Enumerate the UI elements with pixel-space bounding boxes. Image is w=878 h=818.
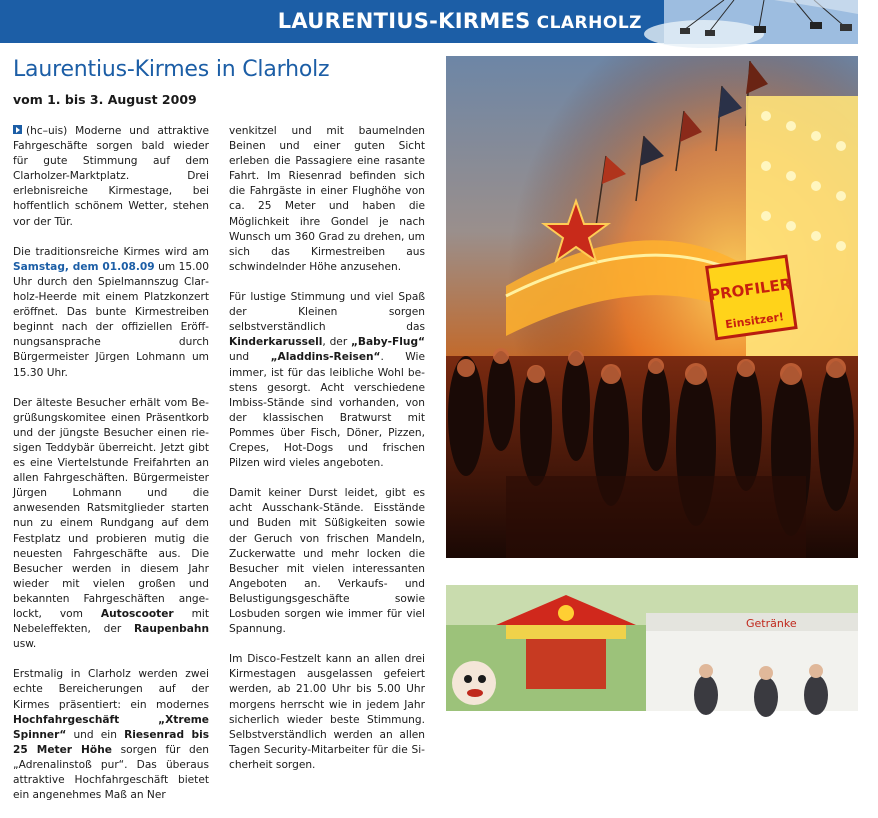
paragraph-kids-food: Für lustige Stimmung und viel Spaß der Kleinen sorgen selbstverständlich das Kinderkarussell, der „Baby-Flug“ und „Aladdins-Reisen“. Wie immer, ist für das leibliche Wohl bestens gesorgt. Acht verschiedene Imbiss-Stände sind vorhanden, von der klassischen Bratwurst mit Pommes über Fisch, Döner, Pizzen, Crepes, Hot-Dogs und frischen Pilzen wird vieles angeboten. [229, 291, 425, 470]
opening-date: Samstag, dem 01.08.09 [13, 260, 155, 273]
stand-label: Getränke [746, 617, 797, 630]
kirmes-day-image [446, 585, 858, 711]
banner-title [278, 9, 642, 33]
lead-arrow-icon [13, 125, 22, 134]
paragraph-visitors: Der älteste Besucher erhält vom Begrüßungskomitee einen Präsentkorb und der jüngste Besucher einen riesigen Teddybär überreicht. Jetzt gibt es eine Viertelstunde Freifahrten an allen Fahrgeschäften. Bürgermeister Jürgen Lohmann und die anwesenden Ratsmitglieder starten nun zu einem Rundgang auf dem Festplatz und probieren mutig die neuesten Fahrgeschäfte aus. Die Besucher werden in diesem Jahr wieder mit vielen großen und bekannten Fahrgeschäften angelockt, vom Autoscooter mit Nebeleffekten, der Raupenbahn usw. [13, 396, 209, 651]
kirmes-night-image [446, 56, 858, 558]
paragraph-drinks: Damit keiner Durst leidet, gibt es acht Ausschank-Stände. Eisstände und Buden mit Süßigkeiten sowie der Geruch von frischen Mandeln, Zuckerwatte und mehr locken die Besucher mit vielen interessanten Angeboten an. Verkaufs- und Belustigungsgeschäfte sowie Losbuden sorgen wie immer für viel Spannung. [229, 487, 425, 636]
swing-ride-image [664, 0, 858, 44]
page-banner [0, 0, 878, 44]
paragraph-ride-details: venkitzel und mit baumelnden Beinen und einer guten Sicht erleben die Passagiere eine rasante Fahrt. Im Riesenrad befinden sich die Fahrgäste in einer Flughöhe von ca. 25 Meter und haben die Möglichkeit ihre Gondel je nach Wunsch um 360 Grad zu drehen, um sich das Kirmestreiben aus schwindelnder Höhe anzusehen. [229, 125, 425, 273]
banner-title-place: CLARHOLZ [536, 13, 642, 33]
banner-photo-swing-ride [664, 0, 858, 44]
paragraph-opening: Die traditionsreiche Kirmes wird am Samstag, dem 01.08.09 um 15.00 Uhr durch den Spielmannszug Clarholz-Heerde mit einem Platzkonzert eröffnet. Das bunte Kirmestreiben beginnt nach der offiziellen Eröffnungsansprache durch Bürgermeister Jürgen Lohmann um 15.30 Uhr. [13, 245, 209, 379]
article-column-2 [229, 124, 425, 788]
banner-rule [0, 40, 664, 43]
article-column-1 [13, 124, 209, 818]
paragraph-disco: Im Disco-Festzelt kann an allen drei Kirmestagen ausgelassen gefeiert werden, ab 21.00 Uhr bis 5.00 Uhr morgens herrscht wie in jedem Jahr sicherlich wieder beste Stimmung. Selbstverständlich werden an allen Tagen Security-Mitarbeiter für die Sicherheit sorgen. [229, 653, 425, 771]
banner-title-main: LAURENTIUS-KIRMES [277, 9, 531, 33]
article-headline: Laurentius-Kirmes in Clarholz [13, 57, 330, 82]
paragraph-intro: (hc–uis) Moderne und attraktive Fahrgeschäfte sorgen bald wieder für gute Stimmung auf dem Clarholzer-Marktplatz. Drei erlebnisreiche Kirmestage, bei hoffentlich schönem Wetter, stehen vor der Tür. [13, 125, 209, 228]
profiler-sign-text: PROFILER [708, 274, 793, 305]
article-subline: vom 1. bis 3. August 2009 [13, 92, 197, 107]
profiler-sign-sub: Einsitzer! [724, 310, 785, 332]
kirmes-night-photo [446, 56, 858, 558]
paragraph-novelties: Erstmalig in Clarholz werden zwei echte Bereicherungen auf der Kirmes präsentiert: ein modernes Hochfahrgeschäft „Xtreme Spinner“ und ein Riesenrad bis 25 Meter Höhe sorgen für den „Adrenalinstoß pur“. Das überaus attraktive Hochfahrgeschäft bietet ein angenehmes Maß an Ner [13, 668, 210, 802]
kirmes-day-photo [446, 585, 858, 711]
